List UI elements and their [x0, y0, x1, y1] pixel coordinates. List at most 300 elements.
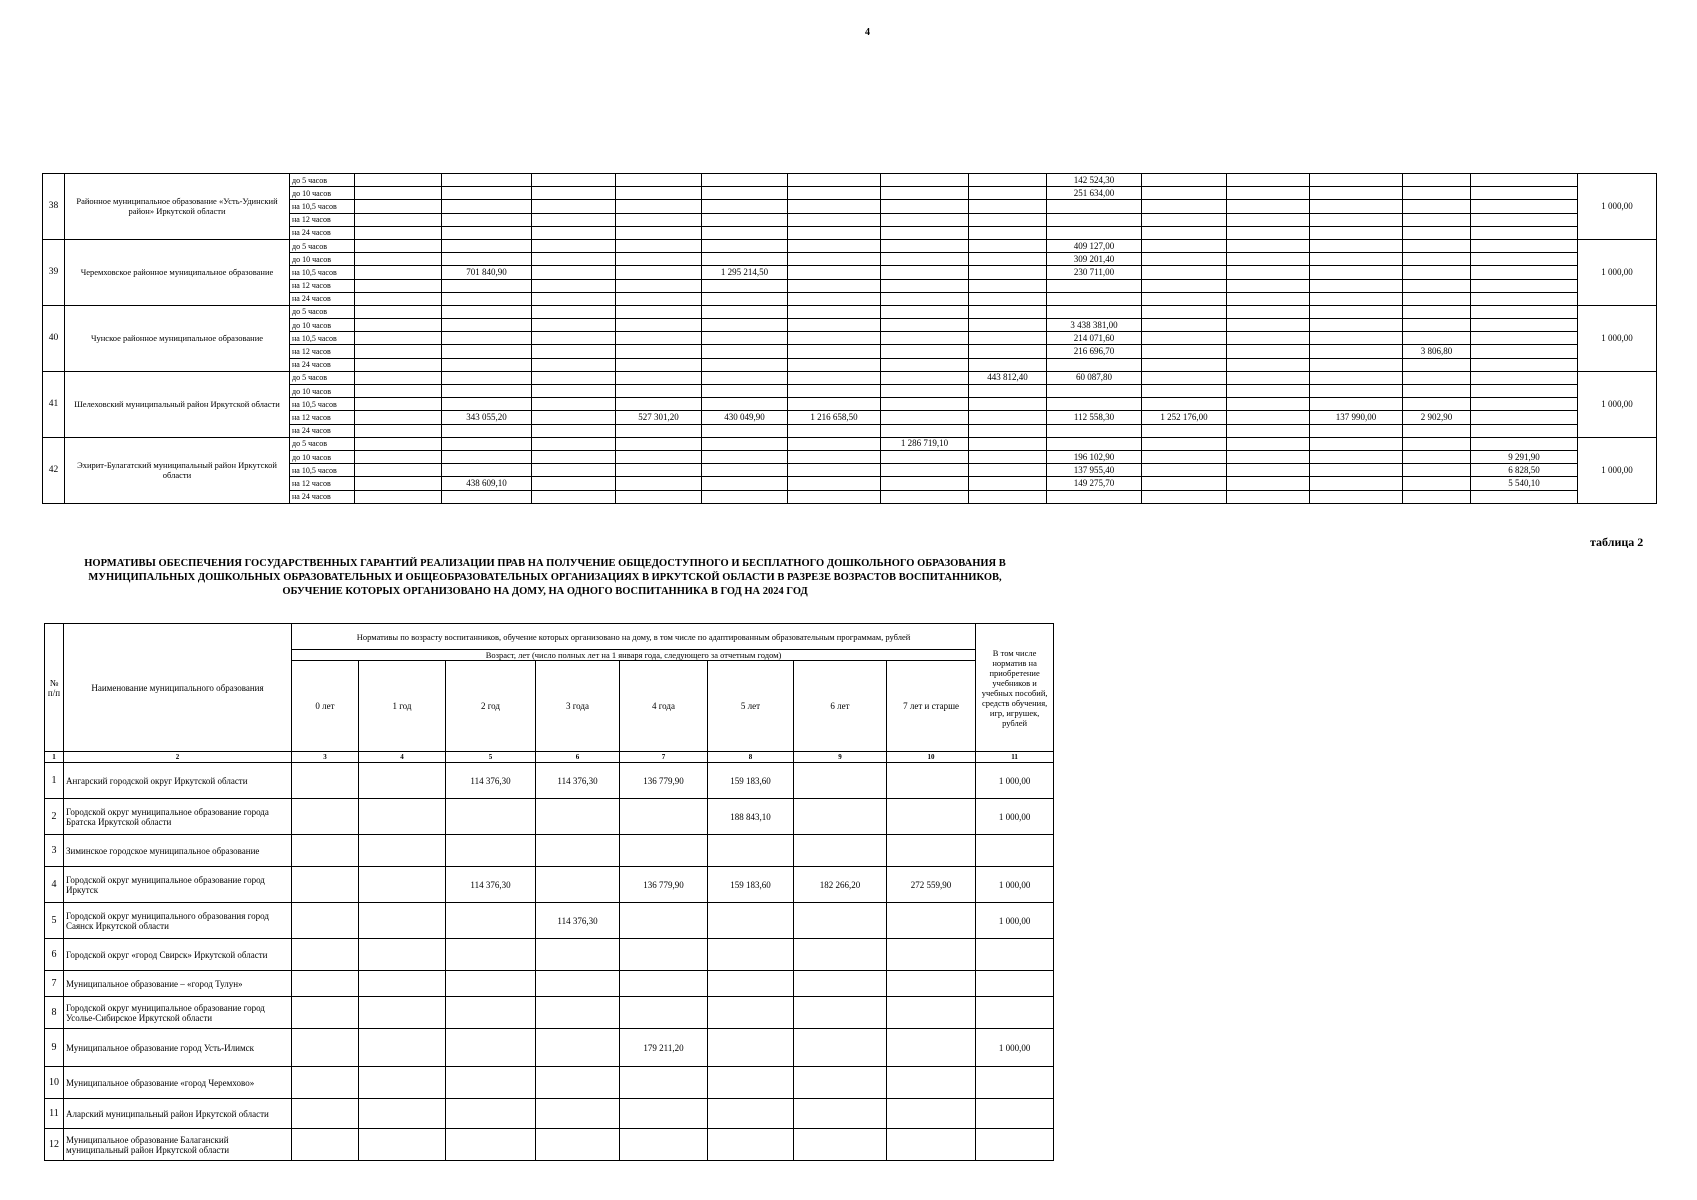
value-cell — [1403, 266, 1471, 279]
value-cell — [1142, 226, 1227, 239]
value-cell — [976, 1099, 1054, 1129]
value-cell — [887, 763, 976, 799]
value-cell — [788, 305, 881, 318]
value-cell — [1403, 292, 1471, 305]
value-cell — [536, 997, 620, 1029]
value-cell — [1471, 279, 1578, 292]
value-cell — [1403, 358, 1471, 371]
duration-label: на 10,5 часов — [290, 398, 355, 411]
materials-norm: 1 000,00 — [1578, 174, 1657, 240]
row-number: 11 — [45, 1099, 64, 1129]
header-name: Наименование муниципального образования — [64, 624, 292, 752]
column-index: 9 — [794, 752, 887, 763]
municipality-name: Муниципальное образование город Усть-Илимск — [64, 1029, 292, 1067]
value-cell — [532, 398, 616, 411]
value-cell — [355, 213, 442, 226]
value-cell — [702, 253, 788, 266]
value-cell — [702, 450, 788, 463]
value-cell — [355, 464, 442, 477]
value-cell — [536, 971, 620, 997]
value-cell — [794, 1029, 887, 1067]
value-cell — [881, 411, 969, 424]
materials-norm: 1 000,00 — [1578, 371, 1657, 437]
column-index: 10 — [887, 752, 976, 763]
value-cell — [442, 239, 532, 252]
value-cell — [1047, 213, 1142, 226]
value-cell — [788, 266, 881, 279]
value-cell — [616, 187, 702, 200]
table-row — [45, 1099, 1054, 1129]
value-cell — [969, 266, 1047, 279]
value-cell — [1142, 332, 1227, 345]
value-cell — [969, 424, 1047, 437]
value-cell — [1142, 477, 1227, 490]
value-cell — [1227, 187, 1310, 200]
value-cell — [969, 200, 1047, 213]
value-cell — [794, 1067, 887, 1099]
value-cell — [359, 997, 446, 1029]
value-cell: 1 000,00 — [976, 1029, 1054, 1067]
value-cell — [1142, 464, 1227, 477]
value-cell — [355, 424, 442, 437]
value-cell — [788, 279, 881, 292]
municipality-name: Городской округ муниципальное образование город Иркутск — [64, 867, 292, 903]
value-cell — [881, 305, 969, 318]
value-cell: 527 301,20 — [616, 411, 702, 424]
value-cell — [355, 253, 442, 266]
header-age: 4 года — [620, 661, 708, 752]
municipality-name: Зиминское городское муниципальное образование — [64, 835, 292, 867]
municipality-name: Муниципальное образование – «город Тулун» — [64, 971, 292, 997]
municipality-name: Эхирит-Булагатский муниципальный район Иркутской области — [65, 437, 290, 503]
value-cell — [881, 450, 969, 463]
value-cell — [1227, 213, 1310, 226]
value-cell — [1227, 305, 1310, 318]
value-cell: 214 071,60 — [1047, 332, 1142, 345]
value-cell — [702, 477, 788, 490]
value-cell — [616, 385, 702, 398]
value-cell — [1142, 490, 1227, 503]
value-cell — [702, 464, 788, 477]
value-cell — [788, 437, 881, 450]
duration-label: до 5 часов — [290, 305, 355, 318]
value-cell: 114 376,30 — [446, 867, 536, 903]
municipality-name: Черемховское районное муниципальное образование — [65, 239, 290, 305]
value-cell — [881, 213, 969, 226]
value-cell: 179 211,20 — [620, 1029, 708, 1067]
column-index: 3 — [292, 752, 359, 763]
table-row — [45, 997, 1054, 1029]
municipality-name: Муниципальное образование Балаганский муниципальный район Иркутской области — [64, 1129, 292, 1161]
value-cell — [976, 939, 1054, 971]
value-cell — [532, 226, 616, 239]
value-cell — [788, 398, 881, 411]
value-cell — [881, 385, 969, 398]
value-cell — [1227, 464, 1310, 477]
value-cell — [1142, 437, 1227, 450]
value-cell — [446, 1129, 536, 1161]
value-cell — [1471, 332, 1578, 345]
value-cell — [1310, 385, 1403, 398]
value-cell — [887, 971, 976, 997]
value-cell — [881, 477, 969, 490]
value-cell — [620, 1099, 708, 1129]
value-cell — [1142, 213, 1227, 226]
value-cell — [887, 1099, 976, 1129]
value-cell — [788, 371, 881, 384]
row-number: 42 — [43, 437, 65, 503]
value-cell — [788, 477, 881, 490]
value-cell: 5 540,10 — [1471, 477, 1578, 490]
value-cell — [532, 239, 616, 252]
value-cell — [1227, 279, 1310, 292]
table-row — [43, 174, 1657, 187]
row-number: 7 — [45, 971, 64, 997]
value-cell — [355, 411, 442, 424]
row-number: 6 — [45, 939, 64, 971]
value-cell — [881, 239, 969, 252]
value-cell — [359, 867, 446, 903]
value-cell: 136 779,90 — [620, 763, 708, 799]
value-cell — [532, 253, 616, 266]
value-cell — [532, 371, 616, 384]
value-cell — [881, 345, 969, 358]
value-cell — [532, 332, 616, 345]
value-cell — [292, 1129, 359, 1161]
value-cell — [1227, 490, 1310, 503]
value-cell — [881, 398, 969, 411]
value-cell — [1403, 332, 1471, 345]
value-cell: 251 634,00 — [1047, 187, 1142, 200]
value-cell — [536, 1099, 620, 1129]
value-cell — [969, 226, 1047, 239]
value-cell — [1403, 226, 1471, 239]
value-cell — [976, 1129, 1054, 1161]
value-cell — [1047, 490, 1142, 503]
row-number: 5 — [45, 903, 64, 939]
value-cell — [1142, 292, 1227, 305]
value-cell — [1471, 345, 1578, 358]
value-cell — [536, 939, 620, 971]
value-cell — [442, 464, 532, 477]
duration-label: до 5 часов — [290, 174, 355, 187]
value-cell — [616, 266, 702, 279]
value-cell — [1227, 411, 1310, 424]
value-cell — [1403, 490, 1471, 503]
value-cell — [616, 305, 702, 318]
header-subgroup: Возраст, лет (число полных лет на 1 января года, следующего за отчетным годом) — [292, 650, 976, 661]
duration-label: на 24 часов — [290, 358, 355, 371]
header-age: 3 года — [536, 661, 620, 752]
value-cell — [1142, 319, 1227, 332]
table-row — [45, 1029, 1054, 1067]
value-cell — [1471, 437, 1578, 450]
value-cell — [1310, 279, 1403, 292]
value-cell — [1142, 385, 1227, 398]
value-cell: 3 806,80 — [1403, 345, 1471, 358]
value-cell — [1047, 358, 1142, 371]
value-cell — [1142, 424, 1227, 437]
value-cell — [1471, 266, 1578, 279]
header-age: 6 лет — [794, 661, 887, 752]
value-cell — [1227, 424, 1310, 437]
table-label: таблица 2 — [1590, 535, 1644, 549]
duration-label: на 12 часов — [290, 477, 355, 490]
value-cell: 1 252 176,00 — [1142, 411, 1227, 424]
value-cell: 216 696,70 — [1047, 345, 1142, 358]
value-cell — [1471, 424, 1578, 437]
duration-label: на 10,5 часов — [290, 464, 355, 477]
header-num: № п/п — [45, 624, 64, 752]
value-cell — [532, 279, 616, 292]
value-cell — [1142, 345, 1227, 358]
value-cell — [1310, 398, 1403, 411]
row-number: 1 — [45, 763, 64, 799]
materials-norm: 1 000,00 — [1578, 239, 1657, 305]
value-cell — [1227, 200, 1310, 213]
value-cell — [1310, 319, 1403, 332]
value-cell — [1310, 424, 1403, 437]
value-cell: 1 286 719,10 — [881, 437, 969, 450]
value-cell — [708, 1029, 794, 1067]
value-cell — [1047, 437, 1142, 450]
duration-label: на 12 часов — [290, 213, 355, 226]
column-index: 11 — [976, 752, 1054, 763]
value-cell — [887, 939, 976, 971]
duration-label: на 12 часов — [290, 411, 355, 424]
value-cell — [881, 292, 969, 305]
value-cell — [616, 450, 702, 463]
value-cell — [359, 763, 446, 799]
value-cell — [702, 490, 788, 503]
value-cell — [532, 464, 616, 477]
value-cell — [1227, 266, 1310, 279]
value-cell — [1310, 437, 1403, 450]
value-cell — [536, 1029, 620, 1067]
value-cell — [616, 239, 702, 252]
municipality-name: Чунское районное муниципальное образование — [65, 305, 290, 371]
materials-norm: 1 000,00 — [1578, 437, 1657, 503]
table-row — [45, 835, 1054, 867]
value-cell — [1227, 450, 1310, 463]
value-cell — [1403, 213, 1471, 226]
value-cell — [1403, 450, 1471, 463]
value-cell: 3 438 381,00 — [1047, 319, 1142, 332]
value-cell — [532, 319, 616, 332]
value-cell — [1310, 371, 1403, 384]
value-cell — [788, 226, 881, 239]
value-cell — [794, 763, 887, 799]
value-cell — [532, 411, 616, 424]
column-index: 5 — [446, 752, 536, 763]
row-number: 3 — [45, 835, 64, 867]
value-cell — [355, 371, 442, 384]
value-cell — [355, 490, 442, 503]
value-cell — [969, 279, 1047, 292]
value-cell — [969, 437, 1047, 450]
value-cell — [1403, 187, 1471, 200]
value-cell — [1471, 239, 1578, 252]
value-cell — [976, 971, 1054, 997]
value-cell — [442, 371, 532, 384]
value-cell — [969, 411, 1047, 424]
value-cell — [532, 305, 616, 318]
value-cell: 114 376,30 — [446, 763, 536, 799]
table-row — [43, 371, 1657, 384]
value-cell — [442, 358, 532, 371]
duration-label: до 10 часов — [290, 253, 355, 266]
value-cell — [1310, 200, 1403, 213]
value-cell — [794, 1129, 887, 1161]
value-cell — [976, 835, 1054, 867]
value-cell — [1142, 358, 1227, 371]
value-cell — [442, 345, 532, 358]
value-cell — [1403, 464, 1471, 477]
duration-label: на 24 часов — [290, 292, 355, 305]
value-cell — [1142, 253, 1227, 266]
table-row — [45, 763, 1054, 799]
value-cell: 114 376,30 — [536, 903, 620, 939]
value-cell — [708, 1129, 794, 1161]
value-cell — [532, 358, 616, 371]
value-cell — [359, 1029, 446, 1067]
table-title — [60, 557, 1030, 599]
value-cell — [1471, 174, 1578, 187]
value-cell — [969, 305, 1047, 318]
value-cell — [532, 187, 616, 200]
value-cell — [1471, 200, 1578, 213]
value-cell — [708, 903, 794, 939]
value-cell — [794, 1099, 887, 1129]
municipality-name: Аларский муниципальный район Иркутской области — [64, 1099, 292, 1129]
value-cell — [616, 226, 702, 239]
value-cell — [702, 305, 788, 318]
row-number: 40 — [43, 305, 65, 371]
value-cell — [616, 358, 702, 371]
table-row — [45, 867, 1054, 903]
value-cell — [1403, 385, 1471, 398]
value-cell — [532, 437, 616, 450]
value-cell — [1471, 305, 1578, 318]
value-cell: 1 000,00 — [976, 867, 1054, 903]
duration-label: на 12 часов — [290, 279, 355, 292]
value-cell — [1403, 477, 1471, 490]
value-cell: 6 828,50 — [1471, 464, 1578, 477]
value-cell — [881, 279, 969, 292]
value-cell — [616, 332, 702, 345]
value-cell — [788, 464, 881, 477]
value-cell — [355, 305, 442, 318]
duration-label: на 24 часов — [290, 226, 355, 239]
value-cell — [702, 398, 788, 411]
normative-table — [44, 623, 1054, 1161]
row-number: 12 — [45, 1129, 64, 1161]
value-cell — [969, 464, 1047, 477]
value-cell — [788, 239, 881, 252]
row-number: 41 — [43, 371, 65, 437]
municipality-name: Муниципальное образование «город Черемхово» — [64, 1067, 292, 1099]
value-cell — [1047, 424, 1142, 437]
value-cell — [616, 490, 702, 503]
value-cell: 142 524,30 — [1047, 174, 1142, 187]
value-cell — [616, 398, 702, 411]
value-cell — [794, 835, 887, 867]
value-cell: 159 183,60 — [708, 867, 794, 903]
value-cell — [536, 835, 620, 867]
value-cell — [1227, 226, 1310, 239]
value-cell — [702, 174, 788, 187]
value-cell — [788, 319, 881, 332]
value-cell — [1403, 279, 1471, 292]
value-cell — [1227, 345, 1310, 358]
value-cell — [702, 385, 788, 398]
duration-label: до 10 часов — [290, 319, 355, 332]
value-cell — [446, 799, 536, 835]
value-cell — [1403, 371, 1471, 384]
value-cell — [702, 226, 788, 239]
value-cell — [969, 213, 1047, 226]
value-cell — [1310, 187, 1403, 200]
row-number: 38 — [43, 174, 65, 240]
value-cell — [1310, 345, 1403, 358]
value-cell — [788, 253, 881, 266]
value-cell — [355, 450, 442, 463]
value-cell: 137 955,40 — [1047, 464, 1142, 477]
value-cell — [708, 971, 794, 997]
value-cell — [355, 226, 442, 239]
value-cell — [359, 799, 446, 835]
value-cell — [620, 1129, 708, 1161]
value-cell — [1047, 292, 1142, 305]
value-cell — [1310, 213, 1403, 226]
title-line: ОБУЧЕНИЕ КОТОРЫХ ОРГАНИЗОВАНО НА ДОМУ, НА ОДНОГО ВОСПИТАННИКА В ГОД НА 2024 ГОД — [282, 586, 808, 597]
value-cell — [881, 464, 969, 477]
value-cell — [1403, 305, 1471, 318]
value-cell — [532, 345, 616, 358]
value-cell — [442, 213, 532, 226]
value-cell — [1471, 187, 1578, 200]
value-cell — [446, 1029, 536, 1067]
value-cell — [359, 1129, 446, 1161]
value-cell — [881, 358, 969, 371]
value-cell — [616, 371, 702, 384]
value-cell: 112 558,30 — [1047, 411, 1142, 424]
value-cell — [1047, 305, 1142, 318]
value-cell — [1471, 371, 1578, 384]
value-cell — [702, 424, 788, 437]
value-cell — [442, 450, 532, 463]
value-cell — [359, 939, 446, 971]
value-cell — [1047, 398, 1142, 411]
column-index: 4 — [359, 752, 446, 763]
value-cell — [881, 174, 969, 187]
value-cell — [442, 319, 532, 332]
value-cell — [976, 1067, 1054, 1099]
value-cell — [359, 903, 446, 939]
value-cell — [1227, 385, 1310, 398]
duration-label: на 24 часов — [290, 424, 355, 437]
value-cell — [708, 835, 794, 867]
value-cell — [1310, 305, 1403, 318]
value-cell — [1471, 319, 1578, 332]
value-cell: 309 201,40 — [1047, 253, 1142, 266]
value-cell — [620, 1067, 708, 1099]
value-cell — [355, 174, 442, 187]
value-cell — [355, 187, 442, 200]
value-cell — [442, 187, 532, 200]
value-cell: 438 609,10 — [442, 477, 532, 490]
municipality-name: Городской округ муниципального образования город Саянск Иркутской области — [64, 903, 292, 939]
